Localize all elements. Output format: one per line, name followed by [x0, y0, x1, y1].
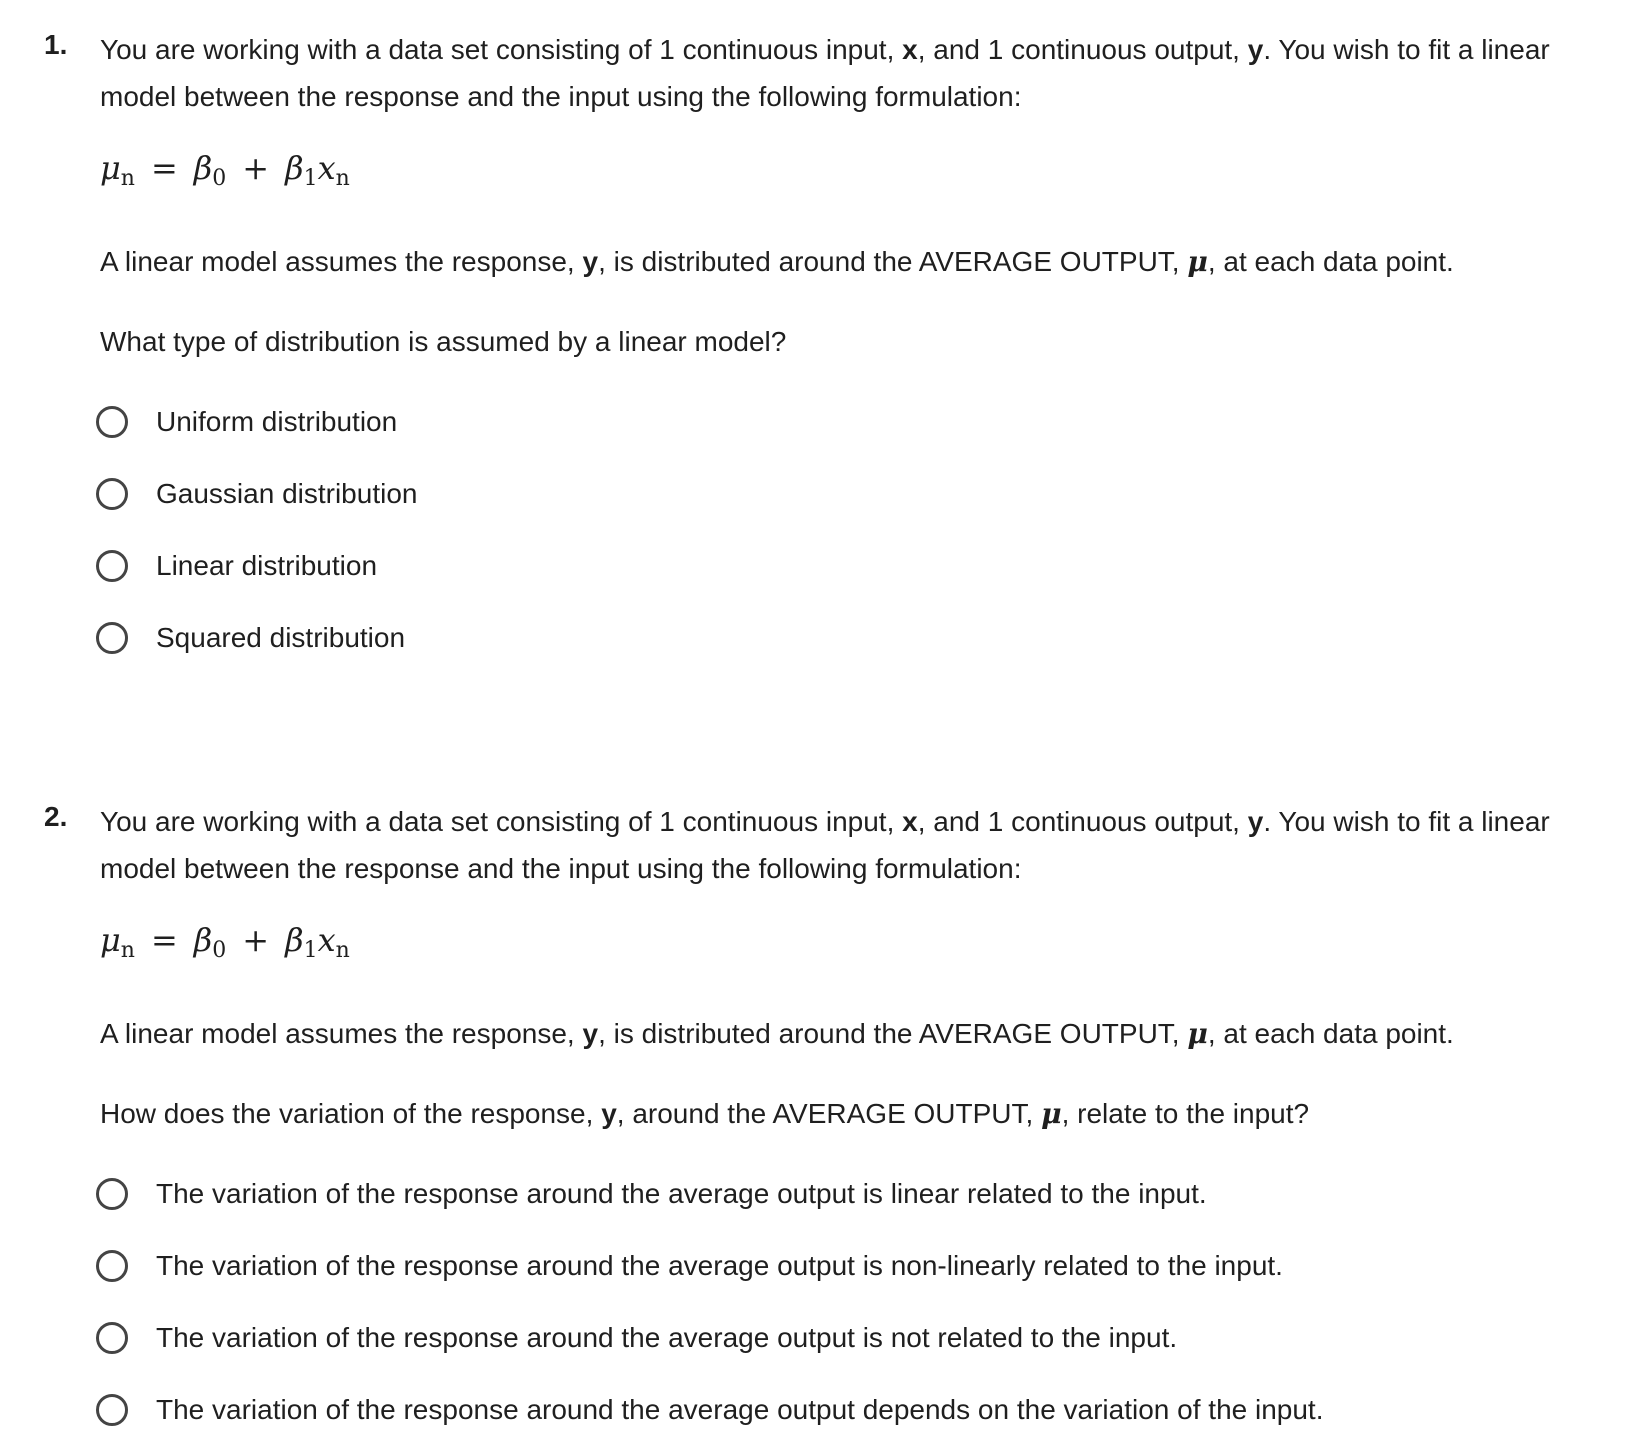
question-stem: You are working with a data set consisting of 1 continuous input, x, and 1 continuous output, y. You wish to fit a linear model between the response and the input using the following formulation: [100, 806, 1550, 884]
model-formula: $\mu_n = \beta_0 + \beta_1x_n$ [100, 921, 350, 963]
option-label: Gaussian distribution [156, 478, 418, 509]
model-formula: $\mu_n = \beta_0 + \beta_1x_n$ [100, 149, 350, 191]
option-linear-distribution[interactable] [96, 544, 377, 588]
model-assumption-text: A linear model assumes the response, y, is distributed around the AVERAGE OUTPUT, μ, at each data point. [100, 245, 1454, 278]
question-prompt: What type of distribution is assumed by a linear model? [100, 326, 787, 357]
option-label: The variation of the response around the average output depends on the variation of the input. [156, 1394, 1324, 1425]
option-label: The variation of the response around the average output is not related to the input. [156, 1322, 1178, 1353]
question-number: 1. [44, 29, 68, 60]
option-label: Squared distribution [156, 622, 406, 653]
input-variable: x [902, 34, 918, 65]
radio-button[interactable] [96, 1394, 128, 1426]
option-squared-distribution[interactable] [96, 616, 405, 660]
radio-button[interactable] [96, 622, 128, 654]
option-label: Linear distribution [156, 550, 378, 581]
radio-button[interactable] [96, 1250, 128, 1282]
radio-button[interactable] [96, 550, 128, 582]
question-number: 2. [44, 801, 68, 832]
radio-button[interactable] [96, 478, 128, 510]
model-assumption-text: A linear model assumes the response, y, is distributed around the AVERAGE OUTPUT, μ, at each data point. [100, 1017, 1454, 1050]
option-uniform-distribution[interactable] [96, 400, 397, 444]
question-stem: You are working with a data set consisting of 1 continuous input, x, and 1 continuous output, y. You wish to fit a linear model between the response and the input using the following formulation: [100, 34, 1550, 112]
option-not-related[interactable] [96, 1316, 1177, 1360]
radio-button[interactable] [96, 1322, 128, 1354]
option-label: The variation of the response around the average output is linear related to the input. [156, 1178, 1207, 1209]
output-variable: y [1247, 806, 1264, 837]
option-label: Uniform distribution [156, 406, 398, 437]
radio-button[interactable] [96, 406, 128, 438]
option-gaussian-distribution[interactable] [96, 472, 417, 516]
option-label: The variation of the response around the average output is non-linearly related to the input. [156, 1250, 1283, 1281]
question-prompt: How does the variation of the response, y, around the AVERAGE OUTPUT, μ, relate to the input? [100, 1097, 1310, 1130]
output-variable: y [1247, 34, 1264, 65]
option-depends-on-input-variation[interactable] [96, 1388, 1323, 1432]
input-variable: x [902, 806, 918, 837]
option-linear-related[interactable] [96, 1172, 1207, 1216]
radio-button[interactable] [96, 1178, 128, 1210]
option-non-linearly-related[interactable] [96, 1244, 1283, 1288]
